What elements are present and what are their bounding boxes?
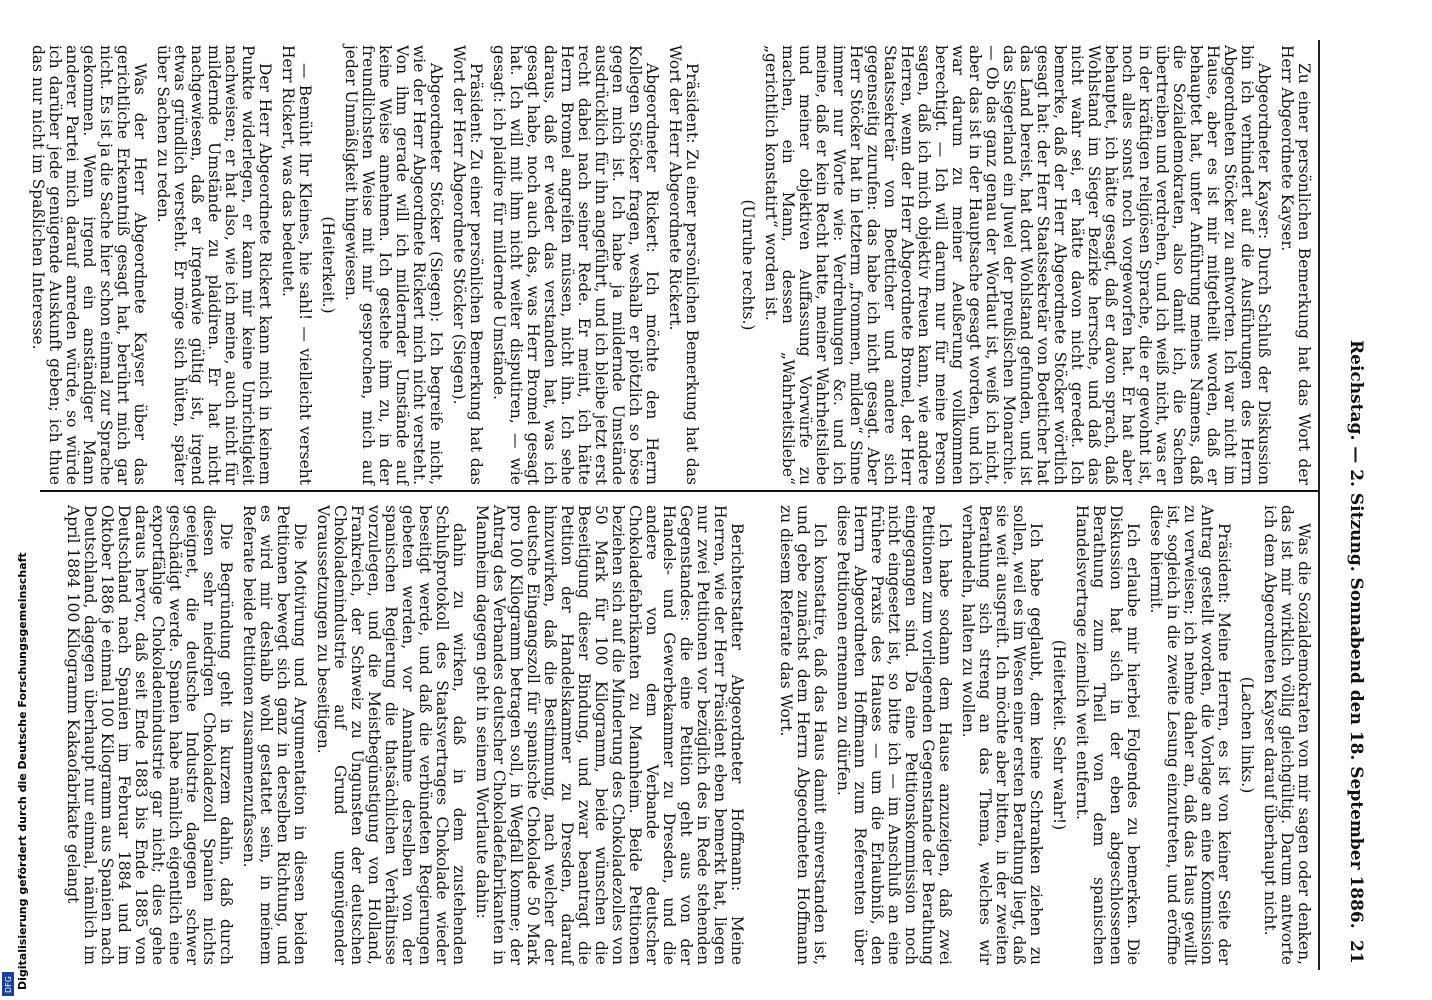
paragraph: Präsident: Meine Herren, es ist von keiner Seite der Antrag gestellt worden, die Vorlage an eine Kommission zu verweisen; ich nehme daher an, daß das Haus gewillt ist, sogleich in die zweite Lesung einzutreten, und eröffne diese hiermit. <box>1147 505 1233 965</box>
paragraph: Ich habe sodann dem Hause anzuzeigen, daß zwei Petitionen zum vorliegenden Gegenstande der Berathung eingegangen sind. Da eine Petitionskommission noch nicht eingesetzt ist, so bitte ich — im Anschluß an eine frühere Praxis des Hauses — um die Erlaubniß, den Herrn Abgeordneten Hoffmann zum Referenten über diese Petitionen ernennen zu dürfen. <box>834 505 954 965</box>
paragraph: Ich erlaube mir hierbei Folgendes zu bemerken. Die Diskussion hat sich in der eben abgeschlossenen Berathung zum Theil von dem spanischen Handelsvertrage ziemlich weit entfernt. <box>1073 505 1142 965</box>
paragraph: Die Motivirung und Argumentation in diesen beiden Petitionen bewegt sich ganz in derselben Richtung, und es wird mir deshalb wohl gestattet sein, in meinem Referate beide Petitionen zusammenzufassen. <box>240 505 309 965</box>
paragraph: Abgeordneter Rickert: Ich möchte den Herrn Kollegen Stöcker fragen, weshalb er plötzlich so böse gegen mich ist. Ich habe ja mildernde Umstände ausdrücklich für ihn angeführt, und ich bleibe jetzt erst recht dabei nach seiner Rede. Er meint, ich hätte Herrn Bromel angreifen müssen, nicht ihn. Ich sehe daraus, daß er weder das verstanden hat, was ich gesagt habe, noch auch das, was Herr Bromel gesagt hat. Ich will mit ihm nicht weiter disputiren, — wie gesagt: ich plaidire für mildernde Umstände. <box>490 45 661 485</box>
paragraph: Präsident: Zu einer persönlichen Bemerkung hat das Wort der Herr Abgeordnete Stöcker (Siegen). <box>450 45 485 485</box>
paragraph: Abgeordneter Kayser: Durch Schluß der Diskussion bin ich verhindert auf die Ausführungen des Herrn Abgeordneten Stöcker zu antworten. Ich war nicht im Hause, aber es ist mir mitgetheilt worden, daß er behauptet hat, unter Anführung meines Namens, daß die Sozialdemokraten, also damit ich, die Sachen übertreiben und verdrehen, und ich weiß nicht, was er in der kräftigen religiösen Sprache, die er gewohnt ist, noch alles sonst noch vorgeworfen hat. Er hat aber behauptet, ich hätte gesagt, daß er davon sprach, daß Wohlstand im Sieger Bezirke herrsche, und daß das nicht wahr sei, er hätte davon nicht geredet. Ich bemerke, daß der Herr Abgeordnete Stöcker wörtlich gesagt hat: der Herr Staatssekretär von Boetticher hat das Land bereist, hat dort Wohlstand gefunden, und ist das Siegerland ein Juwel der preußischen Monarchie. — Ob das ganz genau der Wortlaut ist, weiß ich nicht, aber das ist in der Hauptsache gesagt worden, und ich war darum zu meiner Aeußerung vollkommen berechtigt. — Ich will darum nur für meine Person sagen, daß ich mich objektiv freuen kann, wie andere Herren, wenn der Herr Abgeordnete Bromel, der Herr Staatssekretär von Boetticher und andere sich gegenseitig zurufen: das habe ich nicht gesagt. Aber Herr Stöcker hat in letzterm „frommen, milden“ Sinne immer nur Worte wie: Verdrehungen &c. und ich meine, daß er kein Recht hatte, meiner Wahrheitsliebe und meiner objektiven Auffassung Vorwürfe zu machen, ein Mann, dessen „Wahrheitsliebe“ „gerichtlich konstatirt“ worden ist. <box>762 45 1273 485</box>
paragraph: dahin zu wirken, daß in dem zustehenden Schlußprotokoll des Staatsvertrages Chokolade wieder beseitigt werde, und daß die verbündeten Regierungen gebeten werden, vor Annahme derselben von der spanischen Regierung die thatsächlichen Verhältnisse vorzulegen, und die Meistbegünstigung von Holland, Frankreich, der Schweiz zu Ungunsten der deutschen Chokoladenindustrie auf Grund ungenügender Voraussetzungen zu beseitigen. <box>314 505 468 965</box>
paragraph: Ich habe geglaubt, dem keine Schranken ziehen zu sollen, weil es im Wesen einer ersten Berathung liegt, daß sie weit ausgreift. Ich möchte aber bitten, in der zweiten Berathung sich streng an das Thema, welches wir verhandeln, halten zu wollen. <box>959 505 1045 965</box>
header-title: Reichstag. — 2. Sitzung. Sonnabend den 18. September 1886. <box>1346 340 1366 929</box>
paragraph: — Bemüht Ihr Kleines, hie sahl! — vielleicht verseht Herr Rickert, was das bedeutet. <box>279 45 314 485</box>
paragraph: Was die Sozialdemokraten von mir sagen oder denken, das ist mir wirklich völlig gleichgültig. Darum antworte ich dem Abgeordneten Kayser darauf überhaupt nicht. <box>1261 505 1313 965</box>
running-header <box>1330 40 1370 970</box>
paragraph: Zu einer persönlichen Bemerkung hat das Wort der Herr Abgeordnete Kayser. <box>1278 45 1313 485</box>
paragraph: Der Herr Abgeordnete Rickert kann mich in keinem Punkte widerlegen, er kann mir keine Unrichtigkeit nachweisen; er hat also, wie ich meine, auch nicht für mildernde Umstände zu plaidiren. Er hat nicht nachgewiesen, daß er irgendwie gültig ist, irgend etwas gründlich versteht. Er möge sich hüten, später über Sachen zu reden. <box>154 45 274 485</box>
paragraph: Ich konstatire, daß das Haus damit einverstanden ist, und gebe zunächst dem Herrn Abgeordneten Hoffmann zu diesem Referate das Wort. <box>777 505 829 965</box>
paragraph: Was der Herr Abgeordnete Kayser über das gerichtliche Erkenntniß gesagt hat, berührt mich gar nicht. Es ist ja die Sache hier schon einmal zur Sprache gekommen. Wenn irgend ein anständiger Mann anderer Partei mich darauf anreden würde, so würde ich darüber jede genügende Auskunft geben; ich thue das nur nicht im Spaßlichen Interesse. <box>29 45 149 485</box>
paragraph: Präsident: Zu einer persönlichen Bemerkung hat das Wort der Herr Abgeordnete Rickert. <box>666 45 701 485</box>
dfg-logo: DFG <box>2 972 14 996</box>
paragraph: (Lachen links.) <box>1238 676 1256 794</box>
page-number: 21 <box>1346 940 1366 964</box>
paragraph: (Heiterkeit.) <box>319 216 337 314</box>
text-column-3 <box>771 505 1312 965</box>
paragraph: Berichterstatter Abgeordneter Hoffmann: Meine Herren, wie der Herr Präsident eben bemerkt hat, liegen nur zwei Petitionen vor bezüglich des in Rede stehenden Gegenstandes: die eine Petition geht aus von der Handels- und Gewerbekammer zu Dresden, und die andere von dem Verbande deutscher Chokoladefabrikanten zu Mannheim. Beide Petitionen beziehen sich auf die Minderung des Chokoladezolles von 50 Mark für 100 Kilogramm, beide wünschen die Beseitigung dieser Bindung, und zwar beantragt die Petition der Handelskammer zu Dresden, darauf hinzuwirken, daß die Bestimmung, nach welcher der deutsche Eingangszoll für spanische Chokolade 50 Mark pro 100 Kilogramm betragen soll, in Wegfall komme; der Antrag des Verbandes deutscher Chokoladefabrikanten in Mannheim dagegen geht in seinem Wortlaute dahin: <box>473 505 746 965</box>
column-divider <box>40 490 1320 492</box>
paragraph: (Unruhe rechts.) <box>739 199 757 331</box>
text-column-1 <box>733 45 1312 485</box>
paragraph: Die Begründung geht in kurzem dahin, daß durch diesen sehr niedrigen Chokoladezoll Spanien nichts geeignet, die deutsche Industrie dagegen schwer geschädigt werde. Spanien habe nämlich eigentlich eine exportfähige Chokoladenindustrie gar nicht; dies gehe daraus hervor, daß seit Ende 1883 bis Ende 1885 von Deutschland nach Spanien im Februar 1884 und im Oktober 1886 je einmal 100 Kilogramm aus Spanien nach Deutschland, dagegen überhaupt nur einmal, nämlich im April 1884 100 Kilogramm Kakaofabrikate gelangt <box>64 505 235 965</box>
text-column-2 <box>23 45 700 485</box>
paragraph: Abgeordneter Stöcker (Siegen): Ich begreife nicht, wie der Herr Abgeordnete Rickert mich nicht versteht. Von ihm gerade will ich mildernder Umstände auf keine Weise annehmen. Ich gestehe ihm zu, in der freundlichsten Weise mit mir gesprochen, mich auf jeder Unmäßigkeit hingewiesen. <box>342 45 445 485</box>
digitization-credit: Digitalisierung gefördert durch die Deutsche Forschungsgemeinschaft <box>16 552 29 990</box>
paragraph: (Heiterkeit. Sehr wahr!) <box>1050 639 1068 831</box>
header-rule <box>1318 40 1320 970</box>
text-column-4 <box>58 505 745 965</box>
